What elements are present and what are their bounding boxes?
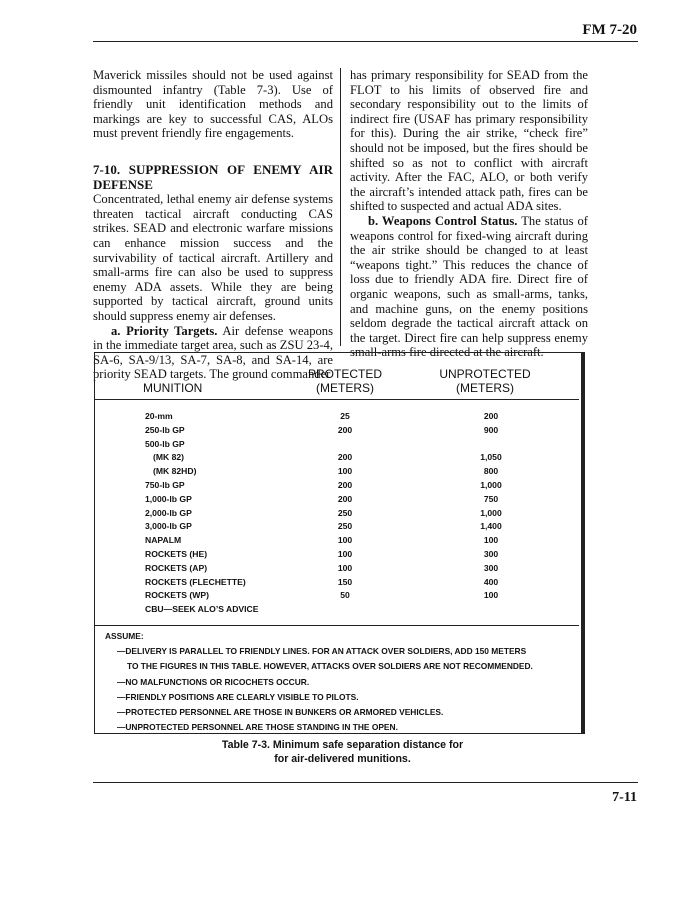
munition-cell: 500-lb GP xyxy=(145,438,185,449)
munition-cell: 1,000-lb GP xyxy=(145,493,192,504)
header-unprotected-line2: (METERS) xyxy=(456,381,514,395)
header-protected xyxy=(285,367,405,395)
header-unprotected-line1: UNPROTECTED xyxy=(439,367,531,381)
munition-cell: 250-lb GP xyxy=(145,424,185,435)
munition-cell: (MK 82HD) xyxy=(153,466,197,477)
unprotected-cell: 750 xyxy=(483,493,499,504)
unprotected-cell: 100 xyxy=(483,590,499,601)
protected-cell: 200 xyxy=(337,452,353,463)
table-row xyxy=(145,465,565,479)
table-row xyxy=(145,410,565,424)
header-protected-line2: (METERS) xyxy=(316,381,374,395)
table-row xyxy=(145,562,565,576)
munition-cell: (MK 82) xyxy=(153,452,185,463)
unprotected-cell: 1,400 xyxy=(480,521,502,532)
assume-unprotected: —UNPROTECTED PERSONNEL ARE THOSE STANDING IN THE OPEN. xyxy=(117,722,398,733)
munition-cell: ROCKETS (WP) xyxy=(145,590,209,601)
priority-targets-text: Air defense weapons in the immediate target area, such as ZSU 23-4, SA-6, SA-9/13, SA-7, SA-8, and SA-14, are priority SEAD targets. The ground commander xyxy=(93,323,333,382)
protected-cell: 250 xyxy=(337,507,353,518)
header-protected-line1: PROTECTED xyxy=(307,367,382,381)
assume-title: ASSUME: xyxy=(105,631,144,641)
munition-cell: ROCKETS (FLECHETTE) xyxy=(145,576,246,587)
table-row xyxy=(145,589,565,603)
paragraph-air-defense: Concentrated, lethal enemy air defense systems threaten tactical aircraft conducting CAS strikes. SEAD and electronic warfare missions can enhance mission success and the survivability of tactical aircraft. Artillery and small-arms fire can also be used to suppress enemy ADA assets. While they are being supported by tactical aircraft, ground units should suppress enemy air defenses. xyxy=(93,192,333,323)
protected-cell: 200 xyxy=(337,479,353,490)
unprotected-cell: 400 xyxy=(483,576,499,587)
weapons-control-lead: b. Weapons Control Status. xyxy=(368,213,518,228)
separation-table xyxy=(94,352,584,734)
protected-cell: 100 xyxy=(337,562,353,573)
priority-targets-lead: a. Priority Targets. xyxy=(111,323,218,338)
munition-cell: 3,000-lb GP xyxy=(145,521,192,532)
protected-cell: 25 xyxy=(340,411,350,421)
table-row xyxy=(145,451,565,465)
table-row xyxy=(145,576,565,590)
table-row xyxy=(145,479,565,493)
table-row xyxy=(145,507,565,521)
table-row xyxy=(145,520,565,534)
unprotected-cell: 800 xyxy=(483,466,499,477)
munition-cell: 2,000-lb GP xyxy=(145,507,192,518)
table-row xyxy=(145,534,565,548)
table-header-rule xyxy=(95,399,579,400)
header-munition: MUNITION xyxy=(143,381,203,395)
protected-cell: 200 xyxy=(337,424,353,435)
assume-rule xyxy=(95,625,579,626)
table-row xyxy=(145,424,565,438)
manual-code: FM 7-20 xyxy=(582,22,637,38)
header-unprotected xyxy=(420,367,550,395)
unprotected-cell: 300 xyxy=(483,548,499,559)
munition-cell: ROCKETS (HE) xyxy=(145,548,208,559)
assume-delivery: —DELIVERY IS PARALLEL TO FRIENDLY LINES. FOR AN ATTACK OVER SOLDIERS, ADD 150 METERS xyxy=(117,646,527,657)
table-row xyxy=(145,493,565,507)
protected-cell: 150 xyxy=(337,576,353,587)
unprotected-cell: 1,050 xyxy=(480,452,502,463)
table-right-bar xyxy=(581,352,585,734)
right-column xyxy=(350,68,588,360)
unprotected-cell: 900 xyxy=(483,424,499,435)
unprotected-cell: 200 xyxy=(483,411,499,421)
munition-cell: ROCKETS (AP) xyxy=(145,562,208,573)
unprotected-cell: 300 xyxy=(483,562,499,573)
assume-delivery-cont: TO THE FIGURES IN THIS TABLE. HOWEVER, ATTACKS OVER SOLDIERS ARE NOT RECOMMENDED. xyxy=(127,661,533,672)
table-body xyxy=(145,410,565,617)
unprotected-cell: 1,000 xyxy=(480,507,502,518)
protected-cell: 100 xyxy=(337,548,353,559)
table-row xyxy=(145,438,565,452)
assume-malfunctions: —NO MALFUNCTIONS OR RICOCHETS OCCUR. xyxy=(117,676,310,687)
table-row xyxy=(145,548,565,562)
munition-cell: NAPALM xyxy=(145,535,182,546)
paragraph-maverick: Maverick missiles should not be used against dismounted infantry (Table 7-3). Use of friendly unit identification methods and markings are key to successful CAS, ALOs must prevent friendly fire engagements. xyxy=(93,68,333,141)
munition-cell: 20-mm xyxy=(145,411,173,421)
assume-protected: —PROTECTED PERSONNEL ARE THOSE IN BUNKERS OR ARMORED VEHICLES. xyxy=(117,707,444,718)
protected-cell: 200 xyxy=(337,493,353,504)
protected-cell: 250 xyxy=(337,521,353,532)
section-heading: 7-10. SUPPRESSION OF ENEMY AIR DEFENSE xyxy=(93,161,333,192)
protected-cell: 100 xyxy=(337,535,353,546)
left-column xyxy=(93,68,333,382)
unprotected-cell: 1,000 xyxy=(480,479,502,490)
munition-cell: CBU—SEEK ALO’S ADVICE xyxy=(145,604,259,615)
assumptions xyxy=(105,629,575,735)
munition-cell: 750-lb GP xyxy=(145,479,185,490)
caption-line1: Table 7-3. Minimum safe separation distance for xyxy=(221,739,464,751)
assume-visible: —FRIENDLY POSITIONS ARE CLEARLY VISIBLE TO PILOTS. xyxy=(117,691,359,702)
protected-cell: 100 xyxy=(337,466,353,477)
paragraph-weapons-control xyxy=(350,214,588,360)
table-row xyxy=(145,603,565,617)
weapons-control-text: The status of weapons control for fixed-wing aircraft during the air strike should be changed to at least “weapons tight.” This reduces the chance of loss due to friendly ADA fire. Direct fire of organic weapons, such as small-arms, tanks, and machine guns, on the enemy positions seldom degrade the tactical aircraft attack on the target. Direct fire can help suppress enemy small-arms fire directed at the aircraft. xyxy=(350,213,588,360)
header-rule xyxy=(93,41,638,42)
page-number: 7-11 xyxy=(612,790,637,805)
paragraph-sead-responsibility: has primary responsibility for SEAD from the FLOT to his limits of observed fire and secondary responsibility out to the limits of indirect fire (USAF has primary responsibility for this). During the air strike, “check fire” should not be imposed, but the fires should be shifted so as not to conflict with aircraft activity. After the FAC, ALO, or both verify the aircraft’s intended attack path, fires can be shifted to suspected and actual ADA sites. xyxy=(350,68,588,214)
column-divider xyxy=(340,68,341,346)
footer-rule xyxy=(93,782,638,783)
unprotected-cell: 100 xyxy=(483,535,499,546)
protected-cell: 50 xyxy=(340,590,350,601)
caption-line2: for air-delivered munitions. xyxy=(274,753,411,765)
table-caption xyxy=(190,738,495,766)
